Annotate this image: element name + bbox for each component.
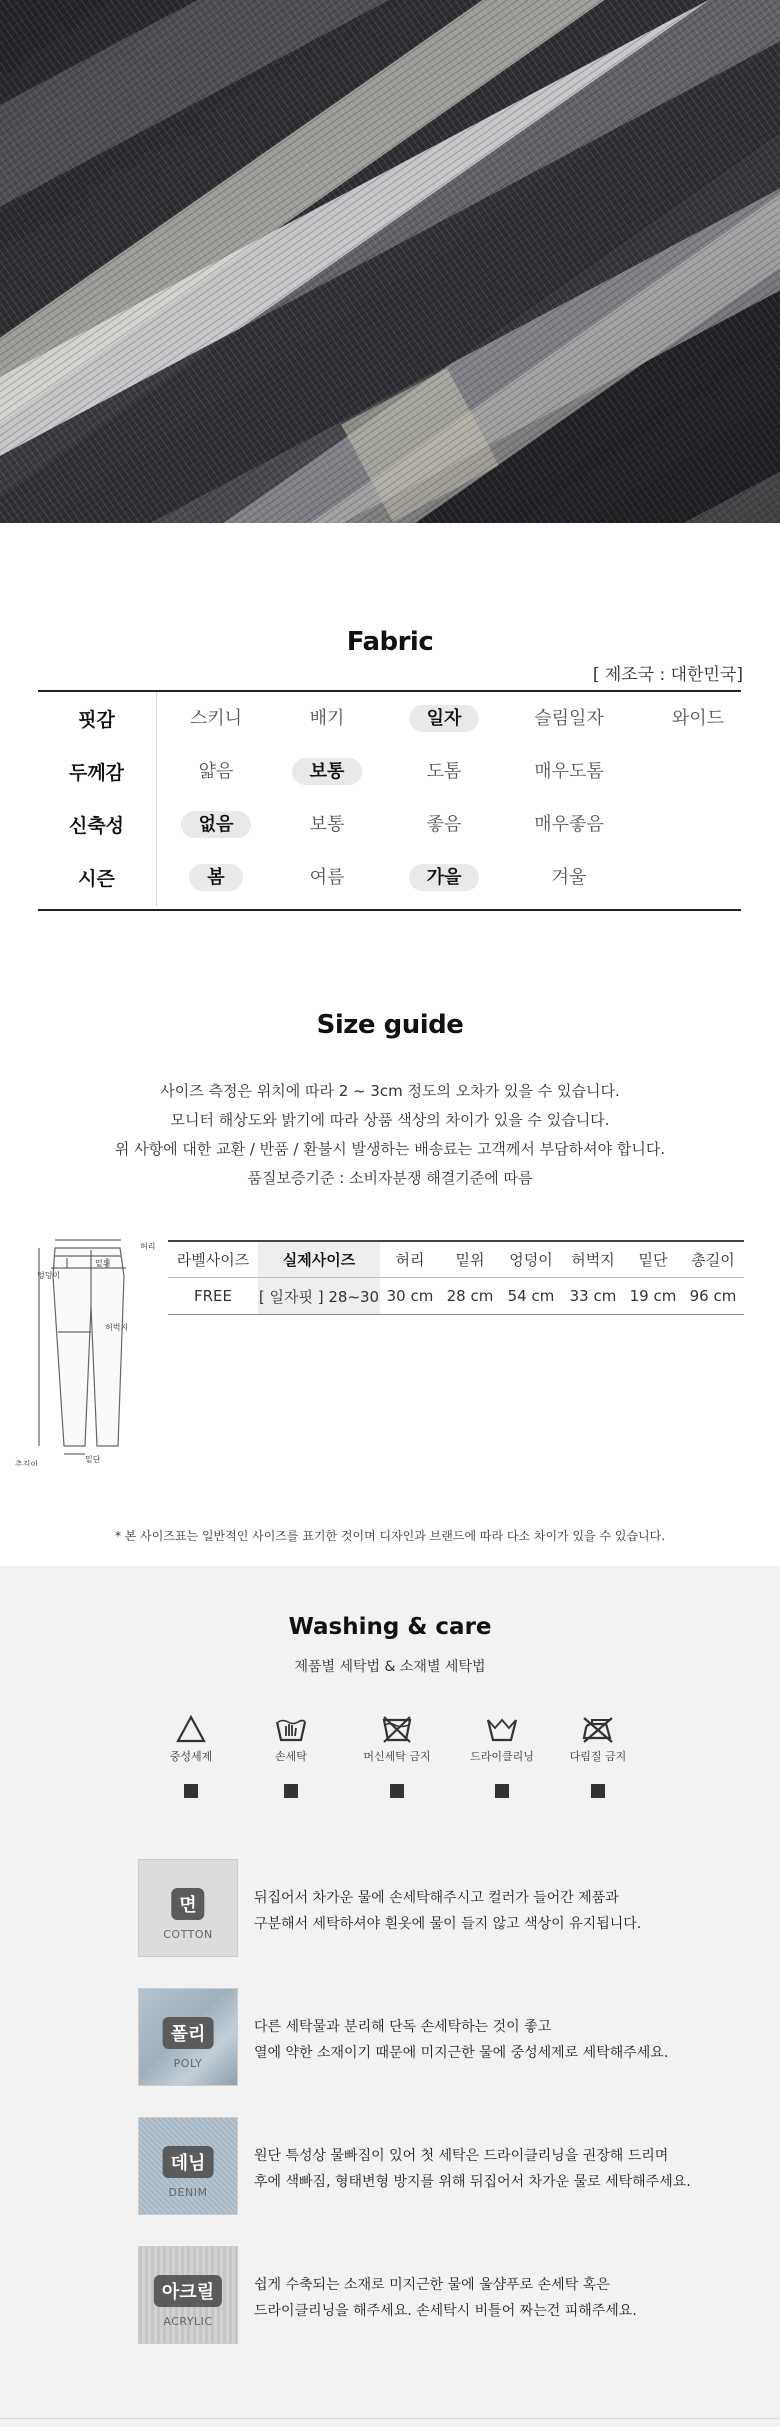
material-badge: 데님: [163, 2146, 214, 2178]
diagram-label-rise: 밑위: [95, 1259, 111, 1268]
size-table-header-cell: 밑단: [638, 1251, 668, 1269]
care-marker: [495, 1784, 509, 1798]
size-table-cell: 30 cm: [386, 1287, 434, 1305]
material-poly: [138, 1988, 698, 2088]
material-line: 후에 색빠짐, 형태변형 방지를 위해 뒤집어서 차가운 물로 세탁해주세요.: [254, 2174, 691, 2190]
material-line: 다른 세탁물과 분리해 단독 손세탁하는 것이 좋고: [254, 2019, 552, 2035]
size-table-cell: 33 cm: [569, 1287, 617, 1305]
size-table-row: [168, 1278, 744, 1314]
material-line: 뒤집어서 차가운 물에 손세탁해주시고 컬러가 들어간 제품과: [254, 1890, 619, 1906]
size-table-header: [168, 1242, 744, 1278]
care-label: 머신세탁 금지: [363, 1750, 431, 1763]
no-machine-wash-icon: [380, 1714, 414, 1744]
care-item-hand-wash: [236, 1714, 346, 1764]
material-swatch: [138, 2117, 238, 2215]
material-line: 쉽게 수축되는 소재로 미지근한 물에 울샴푸로 손세탁 혹은: [254, 2277, 610, 2293]
bottom-divider: [0, 2418, 780, 2419]
hand-wash-icon: [274, 1714, 308, 1744]
fabric-row-label: 핏감: [78, 709, 115, 731]
diagram-label-waist: 허리: [140, 1242, 156, 1251]
no-iron-icon: [580, 1714, 616, 1744]
care-marker: [591, 1784, 605, 1798]
material-swatch: [138, 1988, 238, 2086]
material-line: 구분해서 세탁하셔야 흰옷에 물이 들지 않고 색상이 유지됩니다.: [254, 1916, 642, 1932]
care-label: 중성세제: [169, 1750, 213, 1763]
size-table-header-cell: 허벅지: [571, 1251, 615, 1269]
material-name-en: DENIM: [168, 2186, 208, 2199]
size-table-cell: FREE: [193, 1287, 232, 1305]
fabric-option: 도톰: [426, 760, 462, 782]
washing-title: Washing & care: [288, 1614, 492, 1640]
size-table-header-cell: 실제사이즈: [258, 1242, 380, 1277]
material-name-en: POLY: [173, 2057, 203, 2070]
fabric-option: 얇음: [198, 760, 234, 782]
fabric-row-label: 두께감: [68, 762, 125, 784]
material-line: 열에 약한 소재이기 때문에 미지근한 물에 중성세제로 세탁해주세요.: [254, 2045, 669, 2061]
fabric-option: 스키니: [189, 707, 243, 729]
origin-label: [ 제조국 : 대한민국]: [592, 665, 743, 685]
size-table-header-cell: 허리: [395, 1251, 425, 1269]
care-marker: [284, 1784, 298, 1798]
washing-subtitle: 제품별 세탁법 & 소재별 세탁법: [294, 1659, 486, 1675]
size-table-cell: 28 cm: [446, 1287, 494, 1305]
material-line: 드라이클리닝을 해주세요. 손세탁시 비틀어 짜는건 피해주세요.: [254, 2303, 637, 2319]
fabric-option: 매우좋음: [534, 813, 604, 835]
size-table-header-cell: 라벨사이즈: [176, 1251, 250, 1269]
size-note: 모니터 해상도와 밝기에 따라 상품 색상의 차이가 있을 수 있습니다.: [170, 1111, 610, 1129]
material-badge: 면: [171, 1888, 204, 1920]
size-table-header-cell: 엉덩이: [509, 1251, 553, 1269]
fabric-option-selected: 일자: [389, 703, 499, 735]
fabric-row-label: 시즌: [78, 868, 115, 890]
fabric-option: 좋음: [426, 813, 462, 835]
size-table-cell: 19 cm: [629, 1287, 677, 1305]
material-acrylic: [138, 2246, 698, 2346]
material-description: [254, 1885, 704, 1937]
care-marker: [184, 1784, 198, 1798]
care-label: 드라이클리닝: [470, 1750, 534, 1763]
fabric-row-label: 신축성: [68, 815, 125, 837]
fabric-row-fit: [38, 692, 741, 745]
fabric-option-selected: 보통: [272, 756, 382, 788]
fabric-closeup-image: [0, 0, 780, 523]
material-name-en: ACRYLIC: [163, 2315, 213, 2328]
fabric-row-thickness: [38, 745, 741, 798]
material-cotton: [138, 1859, 698, 1959]
size-table-cell: 96 cm: [689, 1287, 737, 1305]
material-swatch: [138, 1859, 238, 1957]
fabric-option: 배기: [309, 707, 345, 729]
fabric-option: 슬림일자: [534, 707, 604, 729]
fabric-option: 와이드: [671, 707, 725, 729]
triangle-icon: [176, 1714, 206, 1744]
material-name-en: COTTON: [163, 1928, 213, 1941]
fabric-option: 겨울: [551, 866, 587, 888]
size-note: 품질보증기준 : 소비자분쟁 해결기준에 따름: [247, 1169, 533, 1187]
material-line: 원단 특성상 물빠짐이 있어 첫 세탁은 드라이클리닝을 권장해 드리며: [254, 2148, 669, 2164]
diagram-label-hem: 밑단: [85, 1455, 101, 1464]
size-guide-notes: [0, 1077, 780, 1193]
fabric-option: 매우도톰: [534, 760, 604, 782]
fabric-title: Fabric: [346, 627, 434, 657]
fabric-option-selected: 봄: [161, 862, 271, 894]
pants-measurement-diagram: [15, 1236, 165, 1466]
care-item-neutral-detergent: [136, 1714, 246, 1764]
material-description: [254, 2014, 704, 2066]
size-guide-title: Size guide: [316, 1010, 464, 1040]
material-denim: [138, 2117, 698, 2217]
fabric-row-stretch: [38, 798, 741, 851]
care-item-dry-clean: [447, 1714, 557, 1764]
material-description: [254, 2143, 704, 2195]
care-item-no-machine-wash: [342, 1714, 452, 1764]
size-disclaimer: * 본 사이즈표는 일반적인 사이즈를 표기한 것이며 디자인과 브랜드에 따라 다소 차이가 있을 수 있습니다.: [114, 1529, 666, 1543]
care-label: 손세탁: [275, 1750, 307, 1763]
fabric-option: 보통: [309, 813, 345, 835]
fabric-attributes-table: [38, 690, 741, 911]
size-table: [168, 1240, 744, 1315]
size-table-cell: [ 일자핏 ] 28~30: [258, 1278, 380, 1314]
care-item-no-iron: [543, 1714, 653, 1764]
diagram-label-total-length: 총길이: [15, 1460, 39, 1466]
size-table-header-cell: 밑위: [455, 1251, 485, 1269]
material-badge: 아크릴: [154, 2275, 222, 2307]
size-note: 사이즈 측정은 위치에 따라 2 ~ 3cm 정도의 오차가 있을 수 있습니다.: [160, 1082, 620, 1100]
diagram-label-thigh: 허벅지: [105, 1323, 129, 1332]
fabric-option-selected: 가을: [389, 862, 499, 894]
fabric-option: 여름: [309, 866, 345, 888]
material-swatch: [138, 2246, 238, 2344]
fabric-option-selected: 없음: [161, 809, 271, 841]
care-label: 다림질 금지: [569, 1750, 627, 1763]
washing-care-section: [0, 1566, 780, 2427]
material-badge: 폴리: [163, 2017, 214, 2049]
material-description: [254, 2272, 704, 2324]
fabric-row-season: [38, 851, 741, 904]
dry-clean-icon: [485, 1714, 519, 1744]
size-table-cell: 54 cm: [507, 1287, 555, 1305]
size-table-header-cell: 총길이: [691, 1251, 735, 1269]
care-marker: [390, 1784, 404, 1798]
diagram-label-hip: 엉덩이: [37, 1271, 61, 1280]
size-note: 위 사항에 대한 교환 / 반품 / 환불시 발생하는 배송료는 고객께서 부담하셔야 합니다.: [114, 1140, 666, 1158]
